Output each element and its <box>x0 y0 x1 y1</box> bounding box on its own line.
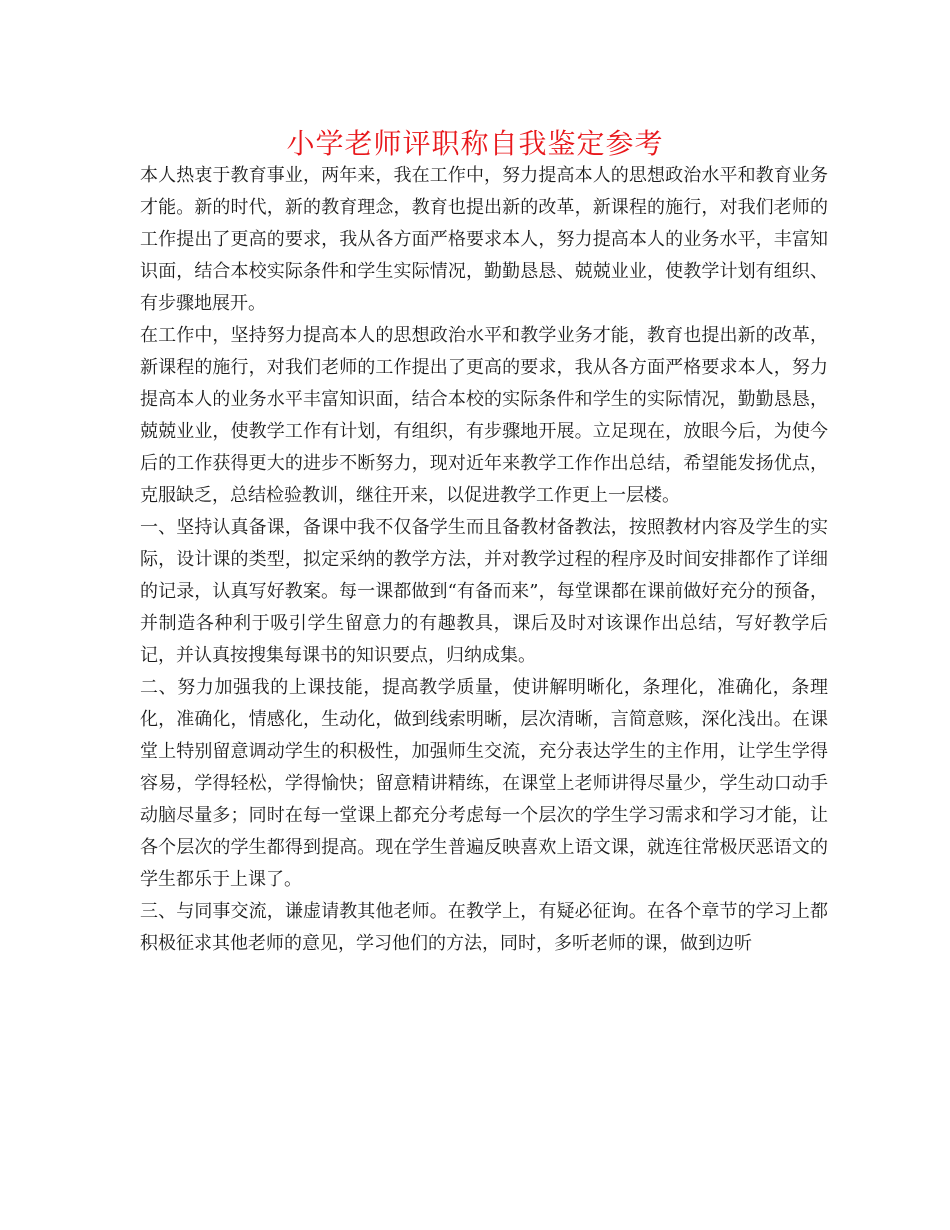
paragraph-section-1: 一、坚持认真备课，备课中我不仅备学生而且备教材备教法，按照教材内容及学生的实际，设计课的类型，拟定采纳的教学方法，并对教学过程的程序及时间安排都作了详细的记录，认真写好教案。每一课都做到“有备而来”，每堂课都在课前做好充分的预备，并制造各种利于吸引学生留意力的有趣教具，课后及时对该课作出总结，写好教学后记，并认真按搜集每课书的知识要点，归纳成集。 <box>140 517 828 666</box>
document-body <box>140 160 828 960</box>
paragraph-section-3: 三、与同事交流，谦虚请教其他老师。在教学上，有疑必征询。在各个章节的学习上都积极征求其他老师的意见，学习他们的方法，同时，多听老师的课，做到边听 <box>140 901 828 954</box>
document-title: 小学老师评职称自我鉴定参考 <box>286 127 664 160</box>
paragraph-section-2: 二、努力加强我的上课技能，提高教学质量，使讲解明晰化，条理化，准确化，条理化，准确化，情感化，生动化，做到线索明晰，层次清晰，言简意赅，深化浅出。在课堂上特别留意调动学生的积极性，加强师生交流，充分表达学生的主作用，让学生学得容易，学得轻松，学得愉快；留意精讲精练，在课堂上老师讲得尽量少，学生动口动手动脑尽量多；同时在每一堂课上都充分考虑每一个层次的学生学习需求和学习才能，让各个层次的学生都得到提高。现在学生普遍反映喜欢上语文课，就连往常极厌恶语文的学生都乐于上课了。 <box>140 677 828 890</box>
paragraph-intro: 本人热衷于教育事业，两年来，我在工作中，努力提高本人的思想政治水平和教育业务才能。新的时代，新的教育理念，教育也提出新的改革，新课程的施行，对我们老师的工作提出了更高的要求，我从各方面严格要求本人，努力提高本人的业务水平，丰富知识面，结合本校实际条件和学生实际情况，勤勤恳恳、兢兢业业，使教学计划有组织、有步骤地展开。 <box>140 165 828 314</box>
paragraph-work: 在工作中，坚持努力提高本人的思想政治水平和教学业务才能，教育也提出新的改革，新课程的施行，对我们老师的工作提出了更高的要求，我从各方面严格要求本人，努力提高本人的业务水平丰富知识面，结合本校的实际条件和学生的实际情况，勤勤恳恳，兢兢业业，使教学工作有计划，有组织，有步骤地开展。立足现在，放眼今后，为使今后的工作获得更大的进步不断努力，现对近年来教学工作作出总结，希望能发扬优点，克服缺乏，总结检验教训，继往开来，以促进教学工作更上一层楼。 <box>140 325 828 506</box>
